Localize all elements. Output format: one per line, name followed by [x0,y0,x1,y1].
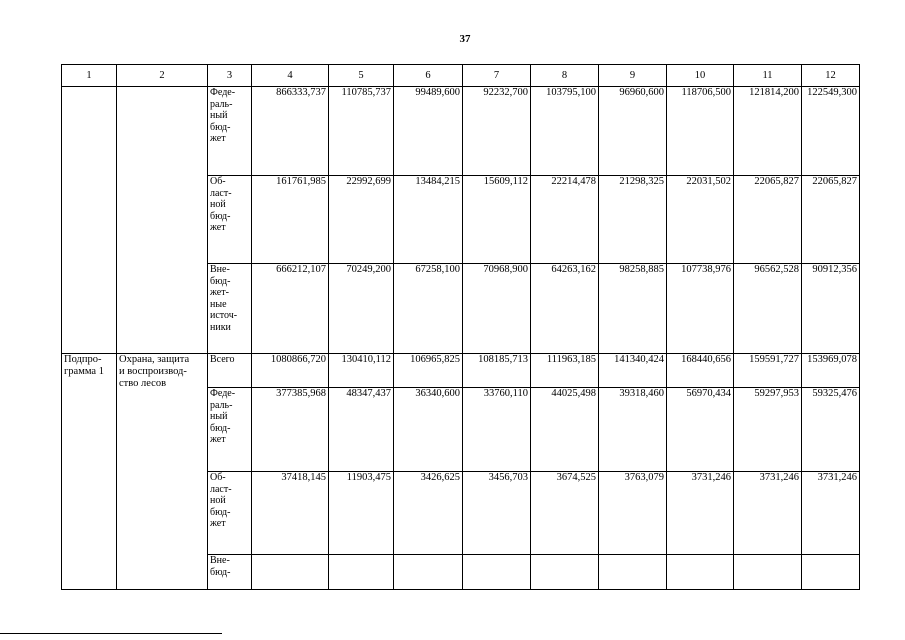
amount-cell: 59297,953 [734,388,802,472]
column-number: 7 [463,65,531,87]
subprogram-name: Подпро- грамма 1 [64,354,104,377]
amount-cell: 118706,500 [667,87,734,176]
amount-cell: 22065,827 [802,176,860,264]
amount-cell: 866333,737 [252,87,329,176]
table-row [62,87,860,176]
column-number-row [62,65,860,87]
funding-source-cell [208,176,252,264]
column-number: 1 [62,65,117,87]
amount-cell: 3731,246 [802,472,860,555]
subprogram-title-cell [117,354,208,590]
amount-cell: 99489,600 [394,87,463,176]
amount-cell: 3731,246 [734,472,802,555]
amount-cell: 106965,825 [394,354,463,388]
amount-cell: 22992,699 [329,176,394,264]
budget-table [61,64,860,590]
funding-source-label: Об- ласт- ной бюд- жет [210,472,232,529]
column-number: 8 [531,65,599,87]
amount-cell: 110785,737 [329,87,394,176]
column-number: 9 [599,65,667,87]
page-number: 37 [459,33,471,45]
amount-cell: 130410,112 [329,354,394,388]
amount-cell: 67258,100 [394,264,463,354]
amount-cell: 70249,200 [329,264,394,354]
amount-cell: 122549,300 [802,87,860,176]
amount-cell [599,555,667,590]
amount-cell: 107738,976 [667,264,734,354]
amount-cell: 39318,460 [599,388,667,472]
funding-source-label: Вне- бюд- жет- ные источ- ники [210,264,238,333]
amount-cell: 96562,528 [734,264,802,354]
funding-source-cell [208,264,252,354]
column-number: 4 [252,65,329,87]
amount-cell: 70968,900 [463,264,531,354]
amount-cell [734,555,802,590]
amount-cell: 121814,200 [734,87,802,176]
amount-cell: 161761,985 [252,176,329,264]
amount-cell: 56970,434 [667,388,734,472]
amount-cell: 3456,703 [463,472,531,555]
funding-source-label: Всего [210,354,235,365]
amount-cell: 168440,656 [667,354,734,388]
amount-cell: 33760,110 [463,388,531,472]
amount-cell [394,555,463,590]
program-name-cell [62,87,117,354]
funding-source-cell [208,555,252,590]
amount-cell: 22214,478 [531,176,599,264]
amount-cell: 21298,325 [599,176,667,264]
subprogram-name-cell [62,354,117,590]
amount-cell: 377385,968 [252,388,329,472]
amount-cell: 111963,185 [531,354,599,388]
amount-cell: 48347,437 [329,388,394,472]
amount-cell: 3731,246 [667,472,734,555]
funding-source-label: Феде- раль- ный бюд- жет [210,388,236,445]
funding-source-label: Об- ласт- ной бюд- жет [210,176,232,233]
program-title-cell [117,87,208,354]
amount-cell [802,555,860,590]
subprogram-title: Охрана, защита и воспроизвод- ство лесов [119,354,190,389]
amount-cell [531,555,599,590]
column-number: 11 [734,65,802,87]
amount-cell: 96960,600 [599,87,667,176]
column-number: 3 [208,65,252,87]
funding-source-cell [208,87,252,176]
amount-cell: 103795,100 [531,87,599,176]
funding-source-cell [208,354,252,388]
table-row [62,354,860,388]
funding-source-label: Вне- бюд- [210,555,231,578]
amount-cell: 92232,700 [463,87,531,176]
amount-cell: 3426,625 [394,472,463,555]
amount-cell: 98258,885 [599,264,667,354]
amount-cell [463,555,531,590]
amount-cell [252,555,329,590]
funding-source-cell [208,472,252,555]
amount-cell: 666212,107 [252,264,329,354]
amount-cell: 159591,727 [734,354,802,388]
column-number: 6 [394,65,463,87]
amount-cell [329,555,394,590]
amount-cell: 22031,502 [667,176,734,264]
footnote-rule [0,633,222,634]
amount-cell: 11903,475 [329,472,394,555]
amount-cell: 64263,162 [531,264,599,354]
amount-cell: 90912,356 [802,264,860,354]
amount-cell: 108185,713 [463,354,531,388]
amount-cell: 59325,476 [802,388,860,472]
amount-cell: 3674,525 [531,472,599,555]
funding-source-cell [208,388,252,472]
amount-cell: 22065,827 [734,176,802,264]
amount-cell: 13484,215 [394,176,463,264]
amount-cell: 37418,145 [252,472,329,555]
amount-cell [667,555,734,590]
amount-cell: 1080866,720 [252,354,329,388]
amount-cell: 153969,078 [802,354,860,388]
amount-cell: 44025,498 [531,388,599,472]
column-number: 10 [667,65,734,87]
funding-source-label: Феде- раль- ный бюд- жет [210,87,236,144]
amount-cell: 3763,079 [599,472,667,555]
column-number: 12 [802,65,860,87]
column-number: 2 [117,65,208,87]
column-number: 5 [329,65,394,87]
amount-cell: 141340,424 [599,354,667,388]
amount-cell: 36340,600 [394,388,463,472]
amount-cell: 15609,112 [463,176,531,264]
